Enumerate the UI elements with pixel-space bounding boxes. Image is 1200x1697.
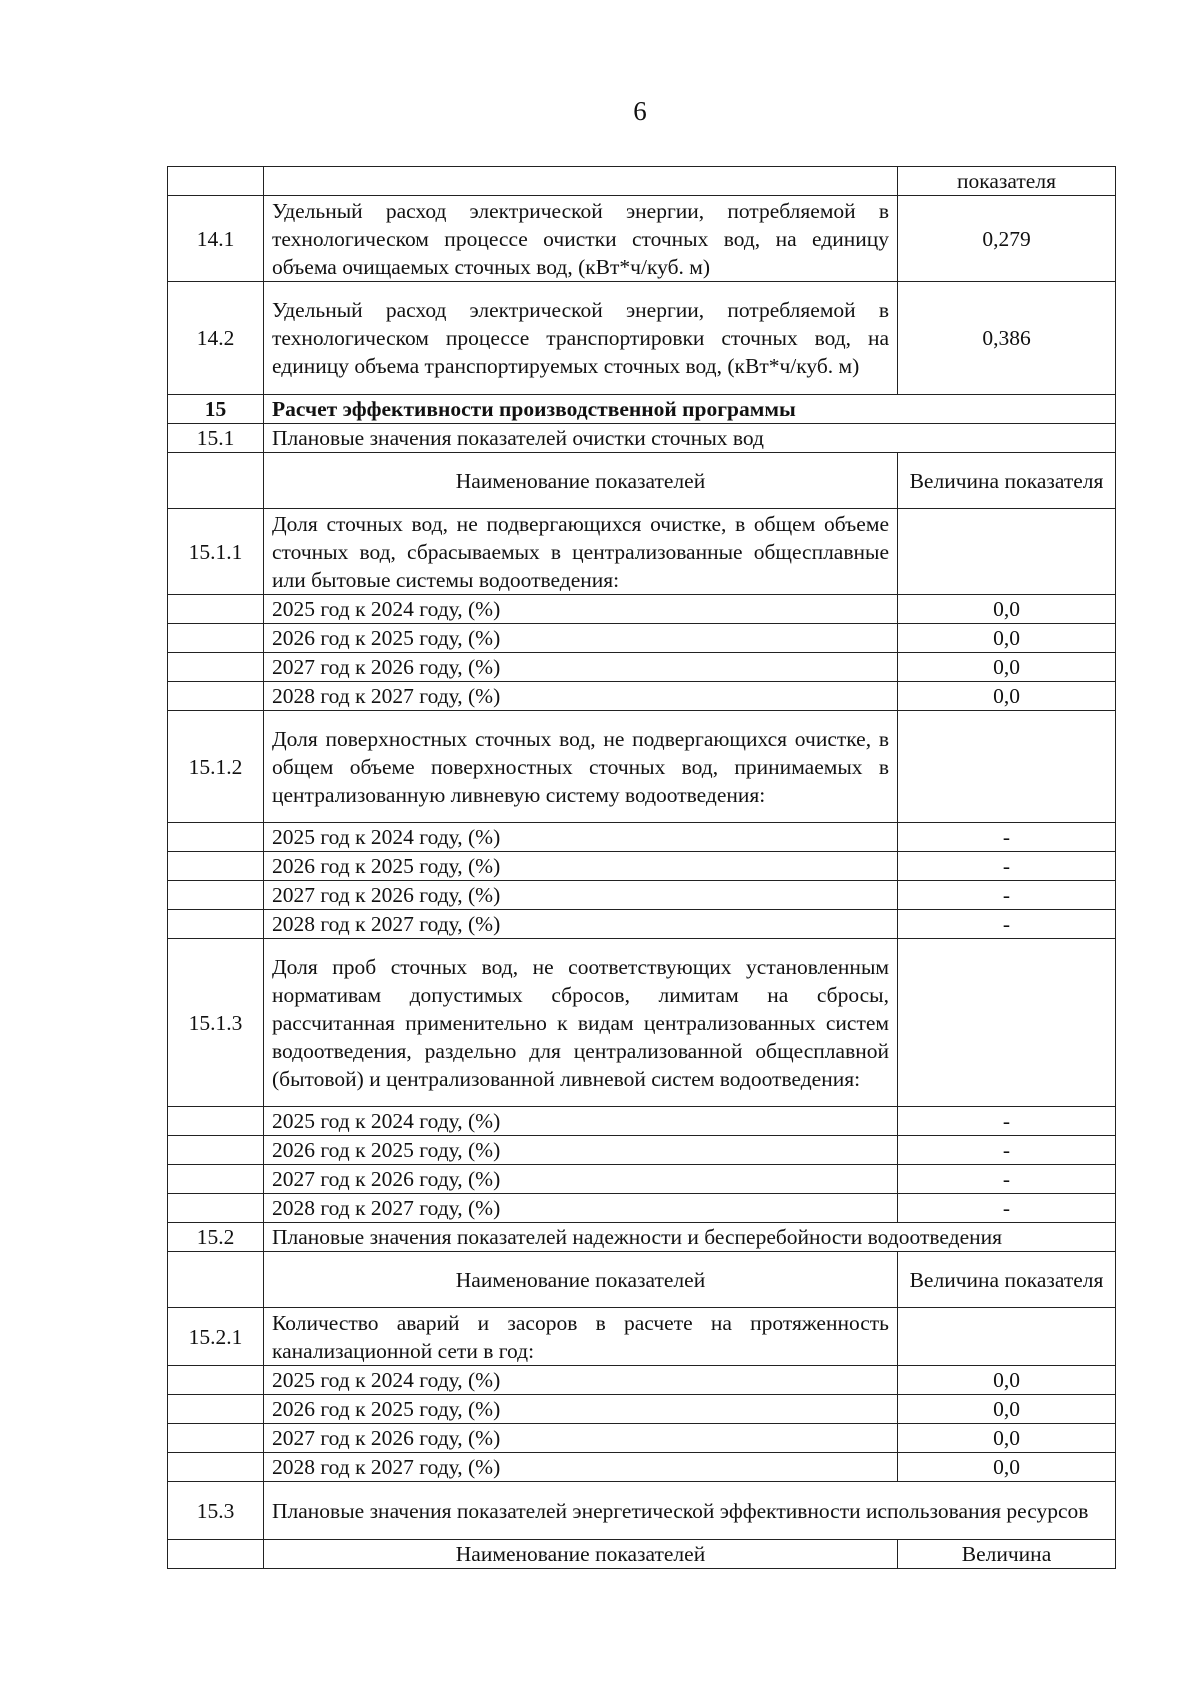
row-name: Доля сточных вод, не подвергающихся очистке, в общем объеме сточных вод, сбрасываемых в централизованные общесплавные или бытовые системы водоотведения: xyxy=(264,509,898,595)
row-number xyxy=(168,1136,264,1165)
row-name xyxy=(264,167,898,196)
table-row xyxy=(168,682,1116,711)
row-number xyxy=(168,1194,264,1223)
row-name: Доля поверхностных сточных вод, не подвергающихся очистке, в общем объеме поверхностных сточных вод, принимаемых в централизованную ливневую систему водоотведения: xyxy=(264,711,898,823)
table-row xyxy=(168,1136,1116,1165)
row-value: - xyxy=(898,1165,1116,1194)
column-header-value: Величина показателя xyxy=(898,453,1116,509)
table-row xyxy=(168,939,1116,1107)
table-row xyxy=(168,1107,1116,1136)
row-number xyxy=(168,453,264,509)
row-number xyxy=(168,624,264,653)
row-value: 0,0 xyxy=(898,653,1116,682)
row-name: 2028 год к 2027 году, (%) xyxy=(264,1194,898,1223)
row-number xyxy=(168,595,264,624)
row-name: 2028 год к 2027 году, (%) xyxy=(264,1453,898,1482)
subsection-row xyxy=(168,424,1116,453)
table-row xyxy=(168,624,1116,653)
row-value: 0,0 xyxy=(898,1424,1116,1453)
table-row xyxy=(168,910,1116,939)
row-number xyxy=(168,1252,264,1308)
column-header-value: Величина xyxy=(898,1540,1116,1569)
row-name: 2028 год к 2027 году, (%) xyxy=(264,682,898,711)
row-name: 2026 год к 2025 году, (%) xyxy=(264,624,898,653)
section-number: 15 xyxy=(168,395,264,424)
table-row xyxy=(168,881,1116,910)
row-name: Количество аварий и засоров в расчете на протяженность канализационной сети в год: xyxy=(264,1308,898,1366)
row-value: 0,0 xyxy=(898,1366,1116,1395)
table-row xyxy=(168,711,1116,823)
row-number xyxy=(168,1453,264,1482)
row-value: 0,386 xyxy=(898,282,1116,395)
table-row xyxy=(168,509,1116,595)
row-value: показателя xyxy=(898,167,1116,196)
table-row xyxy=(168,1424,1116,1453)
row-number: 15.1.1 xyxy=(168,509,264,595)
row-name: 2026 год к 2025 году, (%) xyxy=(264,1136,898,1165)
table-row xyxy=(168,167,1116,196)
indicators-table xyxy=(167,166,1116,1569)
row-value: 0,0 xyxy=(898,624,1116,653)
table-row xyxy=(168,1165,1116,1194)
row-name: 2026 год к 2025 году, (%) xyxy=(264,852,898,881)
row-number xyxy=(168,1107,264,1136)
row-name: 2025 год к 2024 году, (%) xyxy=(264,823,898,852)
section-header-row xyxy=(168,395,1116,424)
row-number: 15.1 xyxy=(168,424,264,453)
table-row xyxy=(168,1308,1116,1366)
row-name: 2027 год к 2026 году, (%) xyxy=(264,881,898,910)
row-number xyxy=(168,881,264,910)
row-name: 2025 год к 2024 году, (%) xyxy=(264,1366,898,1395)
table-row xyxy=(168,823,1116,852)
subsection-row xyxy=(168,1223,1116,1252)
row-number: 15.1.3 xyxy=(168,939,264,1107)
column-header-name: Наименование показателей xyxy=(264,1540,898,1569)
row-value: - xyxy=(898,881,1116,910)
column-header-name: Наименование показателей xyxy=(264,1252,898,1308)
row-name: 2026 год к 2025 году, (%) xyxy=(264,1395,898,1424)
table-row xyxy=(168,852,1116,881)
row-value xyxy=(898,1308,1116,1366)
row-value: 0,0 xyxy=(898,595,1116,624)
row-number: 15.3 xyxy=(168,1482,264,1540)
row-number xyxy=(168,1395,264,1424)
column-header-row xyxy=(168,1540,1116,1569)
row-value xyxy=(898,509,1116,595)
row-number xyxy=(168,852,264,881)
table-row xyxy=(168,196,1116,282)
column-header-row xyxy=(168,1252,1116,1308)
row-value: - xyxy=(898,823,1116,852)
column-header-name: Наименование показателей xyxy=(264,453,898,509)
table-row xyxy=(168,653,1116,682)
row-number xyxy=(168,1165,264,1194)
column-header-row xyxy=(168,453,1116,509)
table-row xyxy=(168,595,1116,624)
row-value: - xyxy=(898,1194,1116,1223)
row-value: 0,0 xyxy=(898,1395,1116,1424)
row-number: 15.1.2 xyxy=(168,711,264,823)
table-row xyxy=(168,282,1116,395)
row-number: 15.2 xyxy=(168,1223,264,1252)
row-name: Удельный расход электрической энергии, потребляемой в технологическом процессе транспортировки сточных вод, на единицу объема транспортируемых сточных вод, (кВт*ч/куб. м) xyxy=(264,282,898,395)
column-header-value: Величина показателя xyxy=(898,1252,1116,1308)
row-value: - xyxy=(898,1107,1116,1136)
row-name: Удельный расход электрической энергии, потребляемой в технологическом процессе очистки сточных вод, на единицу объема очищаемых сточных вод, (кВт*ч/куб. м) xyxy=(264,196,898,282)
row-number xyxy=(168,910,264,939)
row-name: 2027 год к 2026 году, (%) xyxy=(264,1165,898,1194)
table-row xyxy=(168,1366,1116,1395)
row-value: 0,279 xyxy=(898,196,1116,282)
row-name: 2025 год к 2024 году, (%) xyxy=(264,595,898,624)
table-row xyxy=(168,1395,1116,1424)
page-number: 6 xyxy=(633,96,647,126)
subsection-title: Плановые значения показателей надежности и бесперебойности водоотведения xyxy=(264,1223,1116,1252)
row-value: 0,0 xyxy=(898,1453,1116,1482)
row-value: - xyxy=(898,1136,1116,1165)
row-number xyxy=(168,653,264,682)
row-number xyxy=(168,1424,264,1453)
row-name: Доля проб сточных вод, не соответствующих установленным нормативам допустимых сбросов, лимитам на сбросы, рассчитанная применительно к видам централизованных систем водоотведения, раздельно для централизованной общесплавной (бытовой) и централизованной ливневой систем водоотведения: xyxy=(264,939,898,1107)
row-value xyxy=(898,711,1116,823)
row-number: 14.2 xyxy=(168,282,264,395)
subsection-title: Плановые значения показателей энергетической эффективности использования ресурсов xyxy=(264,1482,1116,1540)
row-number xyxy=(168,823,264,852)
subsection-title: Плановые значения показателей очистки сточных вод xyxy=(264,424,1116,453)
row-value: - xyxy=(898,852,1116,881)
row-number xyxy=(168,167,264,196)
row-name: 2028 год к 2027 году, (%) xyxy=(264,910,898,939)
row-name: 2025 год к 2024 году, (%) xyxy=(264,1107,898,1136)
row-number xyxy=(168,682,264,711)
section-title: Расчет эффективности производственной программы xyxy=(264,395,1116,424)
row-number xyxy=(168,1366,264,1395)
row-name: 2027 год к 2026 году, (%) xyxy=(264,1424,898,1453)
table-row xyxy=(168,1194,1116,1223)
row-value: - xyxy=(898,910,1116,939)
row-number: 15.2.1 xyxy=(168,1308,264,1366)
row-number: 14.1 xyxy=(168,196,264,282)
row-value xyxy=(898,939,1116,1107)
subsection-row xyxy=(168,1482,1116,1540)
table-row xyxy=(168,1453,1116,1482)
row-name: 2027 год к 2026 году, (%) xyxy=(264,653,898,682)
row-value: 0,0 xyxy=(898,682,1116,711)
row-number xyxy=(168,1540,264,1569)
